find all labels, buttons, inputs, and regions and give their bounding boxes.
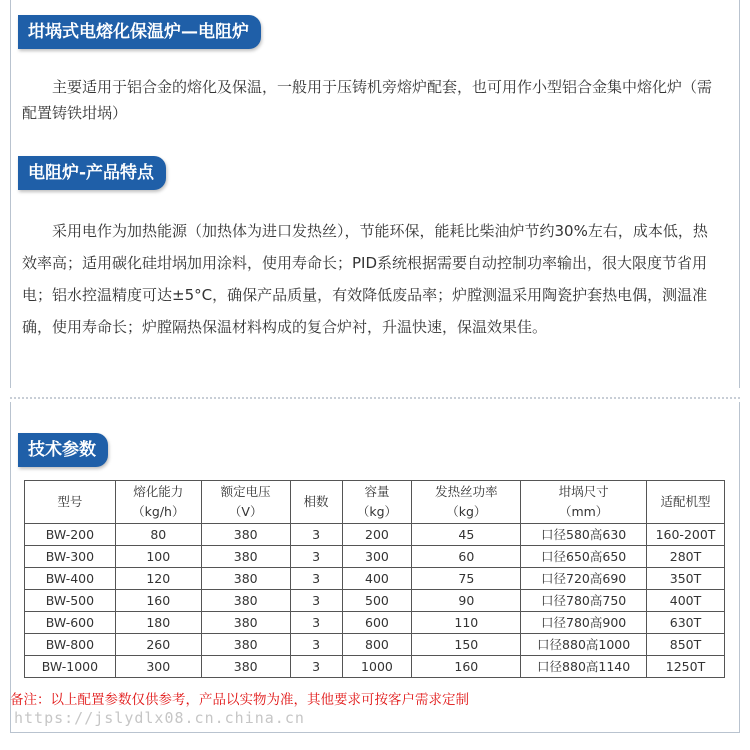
dotted-divider	[10, 397, 740, 399]
column-header-unit: （V）	[228, 504, 263, 519]
spec-table-header-row	[25, 481, 725, 524]
table-cell: 80	[115, 524, 201, 546]
intro-paragraph: 主要适用于铝合金的熔化及保温，一般用于压铸机旁熔炉配套，也可用作小型铝合金集中熔化炉（需配置铸铁坩埚）	[22, 78, 713, 122]
column-header	[521, 481, 647, 524]
table-row	[25, 524, 725, 546]
column-header-label: 坩埚尺寸	[558, 484, 609, 499]
table-cell: BW-800	[25, 634, 116, 656]
table-row	[25, 656, 725, 678]
table-cell: 3	[290, 634, 342, 656]
column-header-label: 容量	[364, 484, 390, 499]
table-cell: 400	[342, 568, 412, 590]
table-cell: 160	[115, 590, 201, 612]
table-cell: 120	[115, 568, 201, 590]
table-cell: 260	[115, 634, 201, 656]
table-cell: 1250T	[647, 656, 725, 678]
column-header	[290, 481, 342, 524]
table-cell: 口径650高650	[521, 546, 647, 568]
table-cell: 380	[201, 590, 290, 612]
table-cell: 口径880高1000	[521, 634, 647, 656]
table-cell: 600	[342, 612, 412, 634]
column-header	[647, 481, 725, 524]
table-cell: 500	[342, 590, 412, 612]
remark-note: 备注：以上配置参数仅供参考，产品以实物为准，其他要求可按客户需求定制	[10, 692, 469, 708]
table-cell: 3	[290, 524, 342, 546]
table-cell: BW-200	[25, 524, 116, 546]
column-header-label: 相数	[303, 494, 329, 509]
table-cell: 200	[342, 524, 412, 546]
table-cell: 380	[201, 634, 290, 656]
table-cell: BW-400	[25, 568, 116, 590]
table-cell: 口径880高1140	[521, 656, 647, 678]
site-watermark: https://jslydlx08.cn.china.cn	[14, 709, 305, 727]
column-header-label: 适配机型	[660, 494, 711, 509]
table-row	[25, 590, 725, 612]
column-header-label: 熔化能力	[133, 484, 184, 499]
section-title-specs: 技术参数	[18, 433, 108, 467]
table-cell: 60	[412, 546, 521, 568]
table-cell: 300	[342, 546, 412, 568]
table-cell: 160-200T	[647, 524, 725, 546]
table-cell: 180	[115, 612, 201, 634]
column-header	[115, 481, 201, 524]
table-cell: 850T	[647, 634, 725, 656]
table-row	[25, 546, 725, 568]
table-cell: BW-500	[25, 590, 116, 612]
table-cell: BW-600	[25, 612, 116, 634]
column-header-unit: （kg）	[446, 504, 487, 519]
table-cell: 300	[115, 656, 201, 678]
table-cell: 150	[412, 634, 521, 656]
section-title-intro: 坩埚式电熔化保温炉—电阻炉	[18, 15, 261, 49]
features-paragraph: 采用电作为加热能源（加热体为进口发热丝），节能环保，能耗比柴油炉节约30%左右，成本低，热效率高；适用碳化硅坩埚加用涂料，使用寿命长；PID系统根据需要自动控制功率输出，很大限度节省用电；铝水控温精度可达±5°C，确保产品质量，有效降低废品率；炉膛测温采用陶瓷护套热电偶，测温准确，使用寿命长；炉膛隔热保温材料构成的复合炉衬，升温快速，保温效果佳。	[22, 222, 708, 336]
table-cell: 口径720高690	[521, 568, 647, 590]
table-cell: 3	[290, 612, 342, 634]
table-cell: 45	[412, 524, 521, 546]
table-cell: 75	[412, 568, 521, 590]
table-cell: 3	[290, 568, 342, 590]
spec-table	[24, 480, 725, 678]
table-cell: 1000	[342, 656, 412, 678]
table-row	[25, 634, 725, 656]
table-cell: 口径780高750	[521, 590, 647, 612]
table-cell: 630T	[647, 612, 725, 634]
table-cell: 110	[412, 612, 521, 634]
table-cell: 3	[290, 546, 342, 568]
table-cell: 160	[412, 656, 521, 678]
table-cell: 350T	[647, 568, 725, 590]
column-header-unit: （kg）	[356, 504, 398, 519]
column-header	[342, 481, 412, 524]
table-cell: 3	[290, 656, 342, 678]
section-title-features: 电阻炉-产品特点	[18, 156, 166, 190]
table-cell: 400T	[647, 590, 725, 612]
table-cell: BW-300	[25, 546, 116, 568]
table-cell: 3	[290, 590, 342, 612]
table-cell: BW-1000	[25, 656, 116, 678]
column-header-label: 型号	[57, 494, 83, 509]
column-header	[25, 481, 116, 524]
column-header	[412, 481, 521, 524]
table-cell: 90	[412, 590, 521, 612]
table-cell: 100	[115, 546, 201, 568]
column-header-unit: （mm）	[558, 504, 609, 519]
table-cell: 380	[201, 656, 290, 678]
table-cell: 280T	[647, 546, 725, 568]
table-cell: 380	[201, 546, 290, 568]
table-cell: 380	[201, 568, 290, 590]
column-header	[201, 481, 290, 524]
column-header-label: 额定电压	[220, 484, 271, 499]
column-header-label: 发热丝功率	[435, 484, 498, 499]
table-cell: 380	[201, 612, 290, 634]
table-row	[25, 612, 725, 634]
table-row	[25, 568, 725, 590]
column-header-unit: （kg/h）	[132, 504, 185, 519]
table-cell: 380	[201, 524, 290, 546]
table-cell: 口径780高900	[521, 612, 647, 634]
table-cell: 800	[342, 634, 412, 656]
table-cell: 口径580高630	[521, 524, 647, 546]
